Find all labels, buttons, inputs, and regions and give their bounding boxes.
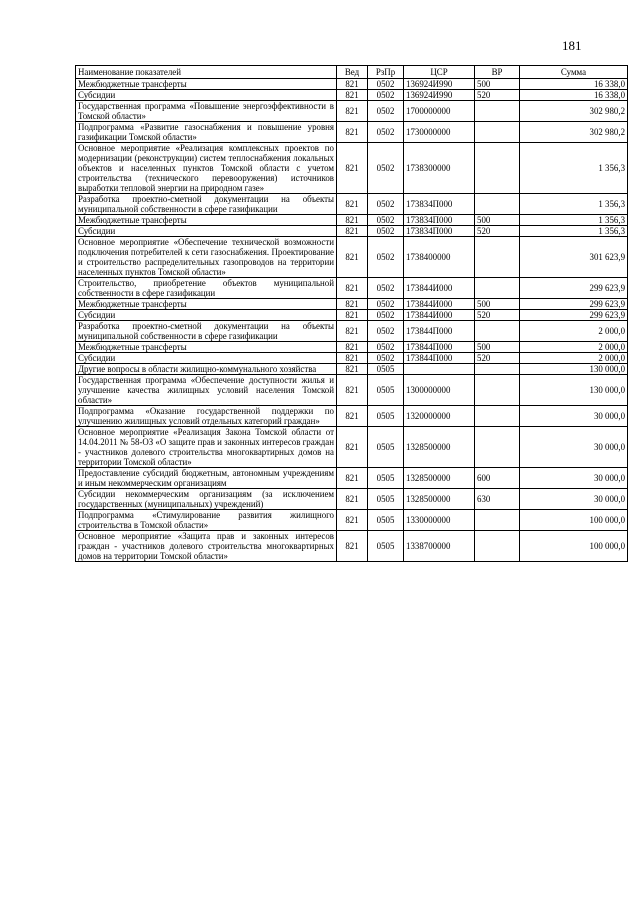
row-sum: 30 000,0 [520,468,628,489]
row-ved: 821 [337,353,368,364]
table-header-row [76,66,628,79]
row-sum: 100 000,0 [520,510,628,531]
row-vr: 520 [475,353,520,364]
row-csr: 1738400000 [404,237,475,278]
row-name: Предоставление субсидий бюджетным, автономным учреждениям и иным некоммерческим организациям [76,468,337,489]
table-row [76,353,628,364]
row-csr: 1328500000 [404,468,475,489]
row-ved: 821 [337,237,368,278]
row-vr: 520 [475,310,520,321]
row-sum: 2 000,0 [520,342,628,353]
row-sum: 100 000,0 [520,531,628,562]
page-number: 181 [562,38,582,53]
table-row [76,406,628,427]
row-rzpr: 0502 [368,353,404,364]
row-ved: 821 [337,299,368,310]
row-ved: 821 [337,364,368,375]
row-name: Основное мероприятие «Реализация Закона Томской области от 14.04.2011 № 58-ОЗ «О защите прав и законных интересов граждан - участников долевого строительства многоквартирных домов на территории Томской области» [76,427,337,468]
row-sum: 299 623,9 [520,278,628,299]
row-name: Межбюджетные трансферты [76,215,337,226]
row-csr: 173844И000 [404,278,475,299]
row-csr: 173834П000 [404,226,475,237]
row-ved: 821 [337,510,368,531]
row-rzpr: 0502 [368,79,404,90]
row-csr: 1330000000 [404,510,475,531]
row-ved: 821 [337,215,368,226]
row-ved: 821 [337,194,368,215]
row-rzpr: 0502 [368,215,404,226]
row-vr [475,278,520,299]
table-row [76,194,628,215]
row-name: Разработка проектно-сметной документации на объекты муниципальной собственности в сфере газификации [76,321,337,342]
header-vr: ВР [475,66,520,79]
row-rzpr: 0505 [368,489,404,510]
row-name: Субсидии некоммерческим организациям (за исключением государственных (муниципальных) учреждений) [76,489,337,510]
row-vr [475,427,520,468]
row-name: Подпрограмма «Оказание государственной поддержки по улучшению жилищных условий отдельных категорий граждан» [76,406,337,427]
row-rzpr: 0502 [368,194,404,215]
row-csr: 136924И990 [404,79,475,90]
row-rzpr: 0502 [368,278,404,299]
row-ved: 821 [337,122,368,143]
row-csr: 173844П000 [404,321,475,342]
table-row [76,510,628,531]
row-name: Подпрограмма «Развитие газоснабжения и повышение уровня газификации Томской области» [76,122,337,143]
row-rzpr: 0505 [368,375,404,406]
row-rzpr: 0502 [368,101,404,122]
row-csr: 1300000000 [404,375,475,406]
row-csr: 1700000000 [404,101,475,122]
row-name: Разработка проектно-сметной документации на объекты муниципальной собственности в сфере газификации [76,194,337,215]
row-rzpr: 0502 [368,342,404,353]
row-sum: 1 356,3 [520,226,628,237]
row-csr: 136924И990 [404,90,475,101]
row-vr [475,406,520,427]
row-csr: 173844И000 [404,310,475,321]
row-vr: 500 [475,342,520,353]
header-csr: ЦСР [404,66,475,79]
row-ved: 821 [337,321,368,342]
row-sum: 16 338,0 [520,90,628,101]
row-sum: 30 000,0 [520,427,628,468]
row-ved: 821 [337,310,368,321]
row-name: Субсидии [76,90,337,101]
row-ved: 821 [337,278,368,299]
row-ved: 821 [337,143,368,194]
row-name: Межбюджетные трансферты [76,342,337,353]
row-rzpr: 0502 [368,143,404,194]
row-name: Подпрограмма «Стимулирование развития жилищного строительства в Томской области» [76,510,337,531]
table-row [76,143,628,194]
row-ved: 821 [337,90,368,101]
row-rzpr: 0502 [368,90,404,101]
row-sum: 301 623,9 [520,237,628,278]
row-rzpr: 0505 [368,427,404,468]
row-ved: 821 [337,101,368,122]
row-csr: 173844П000 [404,353,475,364]
row-ved: 821 [337,531,368,562]
row-ved: 821 [337,342,368,353]
row-csr: 173834П000 [404,215,475,226]
row-name: Межбюджетные трансферты [76,79,337,90]
row-rzpr: 0505 [368,364,404,375]
row-csr: 173844И000 [404,299,475,310]
row-sum: 302 980,2 [520,101,628,122]
row-sum: 299 623,9 [520,310,628,321]
row-name: Основное мероприятие «Реализация комплексных проектов по модернизации (реконструкции) систем теплоснабжения локальных объектов и населенных пунктов Томской области с учетом строительства (технического перевооружения) источников выработки тепловой энергии на природном газе» [76,143,337,194]
row-name: Основное мероприятие «Защита прав и законных интересов граждан - участников долевого строительства многоквартирных домов на территории Томской области» [76,531,337,562]
row-ved: 821 [337,427,368,468]
row-name: Субсидии [76,353,337,364]
table-row [76,215,628,226]
row-csr: 1328500000 [404,489,475,510]
table-row [76,375,628,406]
row-sum: 30 000,0 [520,406,628,427]
row-vr: 520 [475,90,520,101]
table-row [76,90,628,101]
header-rzpr: РзПр [368,66,404,79]
row-csr: 173844П000 [404,342,475,353]
table-row [76,278,628,299]
table-row [76,122,628,143]
row-vr [475,510,520,531]
row-rzpr: 0505 [368,468,404,489]
row-vr [475,122,520,143]
row-vr: 500 [475,215,520,226]
table-row [76,364,628,375]
row-name: Субсидии [76,226,337,237]
budget-table [75,65,628,562]
row-csr: 1730000000 [404,122,475,143]
table-row [76,321,628,342]
header-name: Наименование показателей [76,66,337,79]
row-ved: 821 [337,489,368,510]
row-vr: 600 [475,468,520,489]
row-ved: 821 [337,406,368,427]
row-vr [475,375,520,406]
row-ved: 821 [337,79,368,90]
row-ved: 821 [337,468,368,489]
row-rzpr: 0502 [368,226,404,237]
row-sum: 2 000,0 [520,353,628,364]
row-name: Основное мероприятие «Обеспечение технической возможности подключения потребителей к сети газоснабжения. Проектирование и строительство распределительных газопроводов на территории населенных пунктов Томской области» [76,237,337,278]
row-sum: 30 000,0 [520,489,628,510]
row-sum: 16 338,0 [520,79,628,90]
row-rzpr: 0502 [368,310,404,321]
row-vr [475,364,520,375]
row-name: Государственная программа «Обеспечение доступности жилья и улучшение качества жилищных условий населения Томской области» [76,375,337,406]
row-vr [475,143,520,194]
row-sum: 130 000,0 [520,364,628,375]
row-vr: 500 [475,299,520,310]
row-ved: 821 [337,226,368,237]
row-sum: 2 000,0 [520,321,628,342]
header-sum: Сумма [520,66,628,79]
row-sum: 302 980,2 [520,122,628,143]
row-rzpr: 0505 [368,531,404,562]
row-name: Строительство, приобретение объектов муниципальной собственности в сфере газификации [76,278,337,299]
table-row [76,101,628,122]
row-rzpr: 0502 [368,237,404,278]
row-rzpr: 0502 [368,321,404,342]
row-vr: 630 [475,489,520,510]
row-sum: 1 356,3 [520,215,628,226]
row-csr: 1738300000 [404,143,475,194]
row-sum: 299 623,9 [520,299,628,310]
row-vr: 520 [475,226,520,237]
row-rzpr: 0502 [368,299,404,310]
row-sum: 1 356,3 [520,194,628,215]
table-row [76,237,628,278]
row-vr [475,321,520,342]
table-row [76,299,628,310]
row-rzpr: 0502 [368,122,404,143]
table-row [76,310,628,321]
row-csr: 173834П000 [404,194,475,215]
row-csr: 1338700000 [404,531,475,562]
table-row [76,468,628,489]
row-sum: 130 000,0 [520,375,628,406]
row-vr: 500 [475,79,520,90]
row-rzpr: 0505 [368,406,404,427]
table-body [76,79,628,562]
table-row [76,226,628,237]
table-row [76,427,628,468]
table-row [76,489,628,510]
row-csr: 1328500000 [404,427,475,468]
row-name: Государственная программа «Повышение энергоэффективности в Томской области» [76,101,337,122]
row-name: Межбюджетные трансферты [76,299,337,310]
row-name: Субсидии [76,310,337,321]
row-vr [475,101,520,122]
row-sum: 1 356,3 [520,143,628,194]
row-vr [475,237,520,278]
row-rzpr: 0505 [368,510,404,531]
row-vr [475,194,520,215]
table-row [76,79,628,90]
row-vr [475,531,520,562]
row-csr: 1320000000 [404,406,475,427]
row-name: Другие вопросы в области жилищно-коммунального хозяйства [76,364,337,375]
header-ved: Вед [337,66,368,79]
table-row [76,342,628,353]
table-row [76,531,628,562]
row-ved: 821 [337,375,368,406]
row-csr [404,364,475,375]
